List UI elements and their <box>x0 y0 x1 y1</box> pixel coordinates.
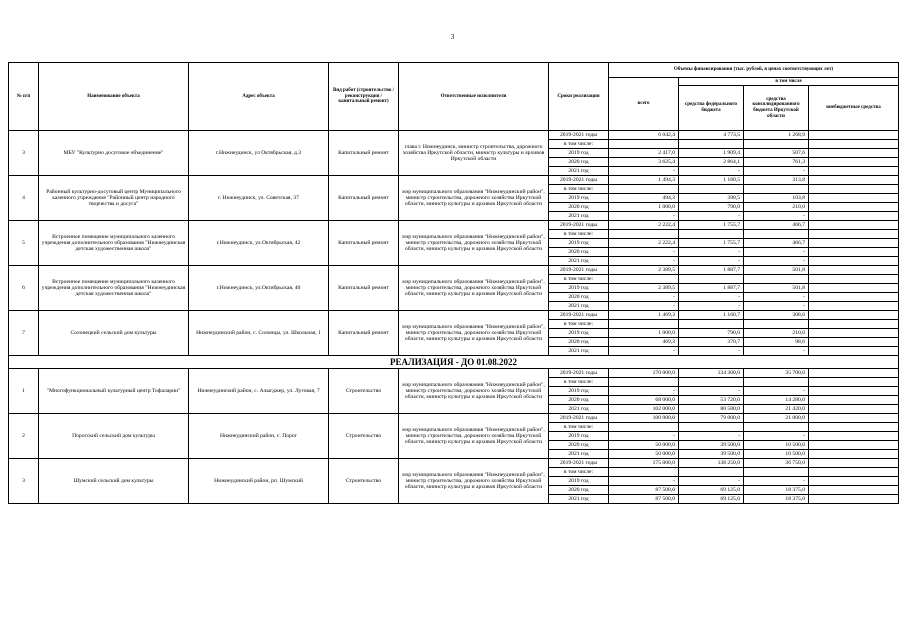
row-num: 7 <box>9 311 39 356</box>
term-cell: 2019-2021 годы <box>549 266 609 275</box>
term-cell: 2019-2021 годы <box>549 311 609 320</box>
extra-cell <box>809 185 899 194</box>
executors: мэр муниципального образования "Нижнеудинский район", министр строительства, дорожного хозяйства Иркутской области, министр культуры и архивов Иркутской области <box>399 176 549 221</box>
federal-cell: - <box>679 257 744 266</box>
federal-cell: - <box>679 167 744 176</box>
work-type: Строительство <box>329 414 399 459</box>
federal-cell: 69 125,0 <box>679 486 744 495</box>
total-cell: 2 389,5 <box>609 284 679 293</box>
total-cell: - <box>609 432 679 441</box>
table-row <box>9 414 899 423</box>
regional-cell: 210,0 <box>744 203 809 212</box>
extra-cell <box>809 248 899 257</box>
federal-cell: - <box>679 432 744 441</box>
header-regional: средства консолидированного бюджета Иркутской области <box>744 86 809 131</box>
federal-cell <box>679 230 744 239</box>
regional-cell: 507,6 <box>744 149 809 158</box>
extra-cell <box>809 302 899 311</box>
total-cell: 170 000,0 <box>609 369 679 378</box>
regional-cell: - <box>744 257 809 266</box>
term-cell: в том числе: <box>549 275 609 284</box>
federal-cell: 1 887,7 <box>679 266 744 275</box>
regional-cell: 466,7 <box>744 239 809 248</box>
extra-cell <box>809 158 899 167</box>
extra-cell <box>809 405 899 414</box>
executors: мэр муниципального образования "Нижнеудинский район", министр строительства, дорожного хозяйства Иркутской области, министр культуры и архивов Иркутской области <box>399 311 549 356</box>
regional-cell: 98,6 <box>744 338 809 347</box>
total-cell: - <box>609 477 679 486</box>
regional-cell: 36 750,0 <box>744 459 809 468</box>
object-name: "Многофункциональный культурный центр Тофаларии" <box>39 369 189 414</box>
extra-cell <box>809 387 899 396</box>
federal-cell <box>679 275 744 284</box>
term-cell: в том числе: <box>549 185 609 194</box>
regional-cell: 761,3 <box>744 158 809 167</box>
executors: мэр муниципального образования "Нижнеудинский район", министр строительства, дорожного хозяйства Иркутской области, министр культуры и архивов Иркутской области <box>399 221 549 266</box>
extra-cell <box>809 329 899 338</box>
regional-cell <box>744 230 809 239</box>
regional-cell <box>744 423 809 432</box>
extra-cell <box>809 338 899 347</box>
executors: мэр муниципального образования "Нижнеудинский район", министр строительства, дорожного хозяйства Иркутской области, министр культуры и архивов Иркутской области <box>399 369 549 414</box>
extra-cell <box>809 347 899 356</box>
regional-cell: 210,0 <box>744 329 809 338</box>
row-num: 6 <box>9 266 39 311</box>
extra-cell <box>809 212 899 221</box>
executors: мэр муниципального образования "Нижнеудинский район", министр строительства, дорожного хозяйства Иркутской области, министр культуры и архивов Иркутской области <box>399 266 549 311</box>
federal-cell: 2 864,1 <box>679 158 744 167</box>
object-address: Нижнеудинский район, с. Порог <box>189 414 329 459</box>
extra-cell <box>809 167 899 176</box>
regional-cell <box>744 320 809 329</box>
executors: глава г. Нижнеудинск, министр строительства, дорожного хозяйства Иркутской области, министр культуры и архивов Иркутской области <box>399 131 549 176</box>
federal-cell <box>679 378 744 387</box>
work-type: Капитальный ремонт <box>329 266 399 311</box>
executors: мэр муниципального образования "Нижнеудинский район", министр строительства, дорожного хозяйства Иркутской области, министр культуры и архивов Иркутской области <box>399 414 549 459</box>
table-row <box>9 131 899 140</box>
total-cell: - <box>609 212 679 221</box>
extra-cell <box>809 311 899 320</box>
federal-cell: 69 125,0 <box>679 495 744 504</box>
extra-cell <box>809 131 899 140</box>
header-address: Адрес объекта <box>189 63 329 131</box>
total-cell: 2 222,4 <box>609 239 679 248</box>
extra-cell <box>809 140 899 149</box>
financing-table <box>8 62 899 504</box>
table-row <box>9 459 899 468</box>
regional-cell: 466,7 <box>744 221 809 230</box>
regional-cell: 35 700,0 <box>744 369 809 378</box>
total-cell <box>609 320 679 329</box>
object-address: г.Нижнеудинск, ул.Октябрьская, 42 <box>189 221 329 266</box>
extra-cell <box>809 284 899 293</box>
regional-cell: 1 268,9 <box>744 131 809 140</box>
regional-cell: 313,8 <box>744 176 809 185</box>
federal-cell <box>679 423 744 432</box>
total-cell: 100 000,0 <box>609 414 679 423</box>
regional-cell: - <box>744 432 809 441</box>
extra-cell <box>809 414 899 423</box>
total-cell: 494,3 <box>609 194 679 203</box>
term-cell: 2021 год <box>549 347 609 356</box>
extra-cell <box>809 203 899 212</box>
row-num: 3 <box>9 131 39 176</box>
term-cell: 2019 год <box>549 432 609 441</box>
term-cell: в том числе: <box>549 468 609 477</box>
extra-cell <box>809 459 899 468</box>
work-type: Капитальный ремонт <box>329 176 399 221</box>
total-cell: 175 000,0 <box>609 459 679 468</box>
regional-cell: 18 375,0 <box>744 486 809 495</box>
extra-cell <box>809 266 899 275</box>
federal-cell <box>679 140 744 149</box>
term-cell: 2019-2021 годы <box>549 369 609 378</box>
regional-cell: - <box>744 248 809 257</box>
row-num: 5 <box>9 221 39 266</box>
header-extra: внебюджетные средства <box>809 86 899 131</box>
regional-cell: 103,8 <box>744 194 809 203</box>
total-cell: 1 000,0 <box>609 203 679 212</box>
total-cell: - <box>609 347 679 356</box>
federal-cell <box>679 468 744 477</box>
term-cell: 2019-2021 годы <box>549 459 609 468</box>
object-name: Порогский сельский дом культуры <box>39 414 189 459</box>
federal-cell: 79 000,0 <box>679 414 744 423</box>
object-name: Встроенное помещение муниципального казенного учреждения дополнительного образования "Нижнеудинская детская художественная школа" <box>39 221 189 266</box>
regional-cell: - <box>744 387 809 396</box>
extra-cell <box>809 486 899 495</box>
term-cell: 2019 год <box>549 387 609 396</box>
total-cell: 68 000,0 <box>609 396 679 405</box>
object-name: Районный культурно-досуговый центр Муниципального казенного учреждения "Районный центр народного творчества и досуга" <box>39 176 189 221</box>
total-cell: 50 000,0 <box>609 450 679 459</box>
term-cell: 2020 год <box>549 396 609 405</box>
total-cell: - <box>609 293 679 302</box>
object-name: Шумский сельский дом культуры <box>39 459 189 504</box>
total-cell: 1 000,0 <box>609 329 679 338</box>
term-cell: в том числе: <box>549 378 609 387</box>
term-cell: 2019 год <box>549 194 609 203</box>
header-total: всего <box>609 78 679 131</box>
term-cell: 2020 год <box>549 248 609 257</box>
term-cell: 2021 год <box>549 495 609 504</box>
federal-cell: - <box>679 212 744 221</box>
federal-cell: 39 500,0 <box>679 450 744 459</box>
term-cell: 2020 год <box>549 338 609 347</box>
regional-cell: 18 375,0 <box>744 495 809 504</box>
object-address: г.Нижнеудинск, ул.Октябрьская, 40 <box>189 266 329 311</box>
total-cell: 469,3 <box>609 338 679 347</box>
term-cell: 2019-2021 годы <box>549 176 609 185</box>
total-cell: - <box>609 302 679 311</box>
total-cell: 3 625,4 <box>609 158 679 167</box>
term-cell: 2019 год <box>549 477 609 486</box>
work-type: Строительство <box>329 459 399 504</box>
term-cell: 2019 год <box>549 149 609 158</box>
extra-cell <box>809 239 899 248</box>
table-row <box>9 221 899 230</box>
extra-cell <box>809 441 899 450</box>
row-num: 2 <box>9 414 39 459</box>
page-number: 3 <box>450 33 455 41</box>
federal-cell <box>679 320 744 329</box>
extra-cell <box>809 468 899 477</box>
federal-cell: 1 887,7 <box>679 284 744 293</box>
object-name: Встроенное помещение муниципального казенного учреждения дополнительного образования "Нижнеудинская детская художественная школа" <box>39 266 189 311</box>
regional-cell: - <box>744 167 809 176</box>
total-cell: 1 469,3 <box>609 311 679 320</box>
total-cell: 6 042,4 <box>609 131 679 140</box>
extra-cell <box>809 423 899 432</box>
extra-cell <box>809 149 899 158</box>
header-num: № п/п <box>9 63 39 131</box>
object-address: Нижнеудинский район, рп. Шумский <box>189 459 329 504</box>
extra-cell <box>809 450 899 459</box>
row-num: 1 <box>9 369 39 414</box>
total-cell: - <box>609 248 679 257</box>
table-row <box>9 369 899 378</box>
term-cell: 2019-2021 годы <box>549 131 609 140</box>
term-cell: 2020 год <box>549 293 609 302</box>
federal-cell: - <box>679 477 744 486</box>
total-cell: 87 500,0 <box>609 495 679 504</box>
term-cell: в том числе: <box>549 140 609 149</box>
total-cell <box>609 185 679 194</box>
regional-cell: 501,8 <box>744 284 809 293</box>
object-address: г. Нижнеудинск, ул. Советская, 37 <box>189 176 329 221</box>
federal-cell: - <box>679 302 744 311</box>
federal-cell: - <box>679 293 744 302</box>
total-cell: 102 000,0 <box>609 405 679 414</box>
federal-cell: 1 755,7 <box>679 221 744 230</box>
extra-cell <box>809 369 899 378</box>
federal-cell <box>679 185 744 194</box>
term-cell: 2021 год <box>549 212 609 221</box>
term-cell: 2020 год <box>549 486 609 495</box>
extra-cell <box>809 221 899 230</box>
total-cell <box>609 378 679 387</box>
regional-cell <box>744 468 809 477</box>
term-cell: 2019 год <box>549 284 609 293</box>
total-cell: 2 389,5 <box>609 266 679 275</box>
federal-cell: 790,0 <box>679 329 744 338</box>
federal-cell: 1 909,4 <box>679 149 744 158</box>
total-cell: - <box>609 167 679 176</box>
term-cell: 2020 год <box>549 203 609 212</box>
total-cell <box>609 230 679 239</box>
total-cell <box>609 140 679 149</box>
regional-cell: - <box>744 212 809 221</box>
header-executors: Ответственные исполнители <box>399 63 549 131</box>
federal-cell: 138 250,0 <box>679 459 744 468</box>
term-cell: в том числе: <box>549 423 609 432</box>
extra-cell <box>809 194 899 203</box>
federal-cell: 134 300,0 <box>679 369 744 378</box>
federal-cell: 4 773,5 <box>679 131 744 140</box>
section-row <box>9 356 899 369</box>
term-cell: 2019-2021 годы <box>549 414 609 423</box>
regional-cell: 10 500,0 <box>744 441 809 450</box>
header-terms: Сроки реализации <box>549 63 609 131</box>
work-type: Капитальный ремонт <box>329 131 399 176</box>
term-cell: 2019 год <box>549 329 609 338</box>
term-cell: 2021 год <box>549 257 609 266</box>
term-cell: 2021 год <box>549 167 609 176</box>
extra-cell <box>809 230 899 239</box>
federal-cell: 53 720,0 <box>679 396 744 405</box>
object-name: Солонецкий сельский дом культуры <box>39 311 189 356</box>
row-num: 4 <box>9 176 39 221</box>
regional-cell: 21 000,0 <box>744 414 809 423</box>
term-cell: 2021 год <box>549 302 609 311</box>
section-title: РЕАЛИЗАЦИЯ - ДО 01.08.2022 <box>9 356 899 369</box>
total-cell <box>609 468 679 477</box>
header-federal: средства федерального бюджета <box>679 86 744 131</box>
object-address: г.Нижнеудинск, ул Октябрьская, д.3 <box>189 131 329 176</box>
regional-cell: 308,6 <box>744 311 809 320</box>
object-name: МБУ "Культурно досуговое объединение" <box>39 131 189 176</box>
term-cell: 2021 год <box>549 405 609 414</box>
federal-cell: - <box>679 387 744 396</box>
federal-cell: 1 755,7 <box>679 239 744 248</box>
row-num: 3 <box>9 459 39 504</box>
extra-cell <box>809 257 899 266</box>
federal-cell: 80 580,0 <box>679 405 744 414</box>
total-cell: - <box>609 387 679 396</box>
total-cell: 2 222,4 <box>609 221 679 230</box>
header-name: Наименование объекта <box>39 63 189 131</box>
header-including: в том числе <box>679 78 899 86</box>
total-cell: 1 494,3 <box>609 176 679 185</box>
total-cell <box>609 423 679 432</box>
federal-cell: 39 500,0 <box>679 441 744 450</box>
total-cell: - <box>609 257 679 266</box>
table-row <box>9 311 899 320</box>
regional-cell: 501,8 <box>744 266 809 275</box>
regional-cell <box>744 140 809 149</box>
extra-cell <box>809 275 899 284</box>
regional-cell: - <box>744 293 809 302</box>
regional-cell: - <box>744 477 809 486</box>
term-cell: 2019 год <box>549 239 609 248</box>
object-address: Нижнеудинский район, с. Алыгджер, ул. Луговая, 7 <box>189 369 329 414</box>
extra-cell <box>809 176 899 185</box>
object-address: Нижнеудинский район, с. Солонцы, ул. Школьная, 1 <box>189 311 329 356</box>
regional-cell: - <box>744 347 809 356</box>
extra-cell <box>809 495 899 504</box>
regional-cell: 10 500,0 <box>744 450 809 459</box>
term-cell: 2021 год <box>549 450 609 459</box>
term-cell: 2019-2021 годы <box>549 221 609 230</box>
federal-cell: 1 160,7 <box>679 311 744 320</box>
header-funding: Объемы финансирования (тыс. рублей, в ценах соответствующих лет) <box>609 63 899 78</box>
extra-cell <box>809 320 899 329</box>
regional-cell <box>744 275 809 284</box>
work-type: Капитальный ремонт <box>329 221 399 266</box>
extra-cell <box>809 396 899 405</box>
regional-cell: - <box>744 302 809 311</box>
regional-cell: 21 420,0 <box>744 405 809 414</box>
work-type: Строительство <box>329 369 399 414</box>
federal-cell: - <box>679 347 744 356</box>
term-cell: в том числе: <box>549 230 609 239</box>
term-cell: 2020 год <box>549 158 609 167</box>
total-cell <box>609 275 679 284</box>
extra-cell <box>809 432 899 441</box>
federal-cell: 370,7 <box>679 338 744 347</box>
extra-cell <box>809 378 899 387</box>
total-cell: 50 000,0 <box>609 441 679 450</box>
table-row <box>9 266 899 275</box>
regional-cell <box>744 185 809 194</box>
term-cell: 2020 год <box>549 441 609 450</box>
header-work-type: Вид работ (строительство /реконструкция /капитальный ремонт) <box>329 63 399 131</box>
total-cell: 2 417,0 <box>609 149 679 158</box>
federal-cell: - <box>679 248 744 257</box>
total-cell: 87 500,0 <box>609 486 679 495</box>
extra-cell <box>809 477 899 486</box>
federal-cell: 790,0 <box>679 203 744 212</box>
regional-cell <box>744 378 809 387</box>
table-row <box>9 176 899 185</box>
term-cell: в том числе: <box>549 320 609 329</box>
work-type: Капитальный ремонт <box>329 311 399 356</box>
regional-cell: 14 280,0 <box>744 396 809 405</box>
federal-cell: 390,5 <box>679 194 744 203</box>
extra-cell <box>809 293 899 302</box>
executors: мэр муниципального образования "Нижнеудинский район", министр строительства, дорожного хозяйства Иркутской области, министр культуры и архивов Иркутской области <box>399 459 549 504</box>
federal-cell: 1 180,5 <box>679 176 744 185</box>
